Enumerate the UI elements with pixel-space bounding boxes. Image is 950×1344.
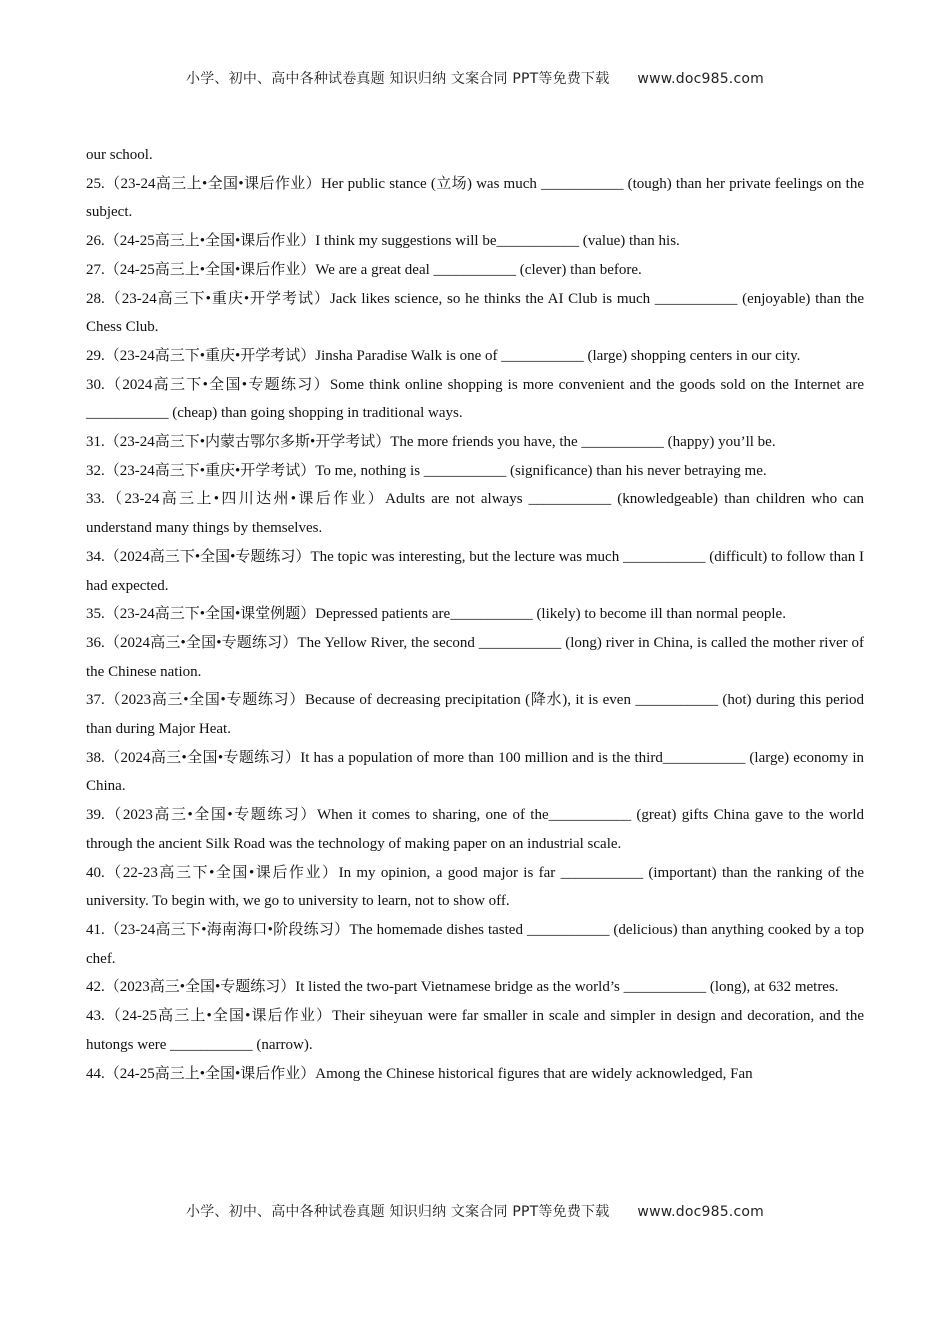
question-item [86, 1002, 864, 1059]
question-text: The topic was interesting, but the lecture was much ___________ (difficult) to follow than I had expected. [86, 548, 864, 594]
question-number: 43. [86, 1008, 105, 1025]
page-footer [0, 1201, 950, 1221]
question-source: （23-24高三下•重庆•开学考试） [104, 290, 330, 307]
question-item [86, 600, 864, 629]
question-number: 27. [86, 261, 105, 278]
question-item [86, 170, 864, 227]
question-source: （2023高三•全国•专题练习） [104, 979, 296, 996]
question-item [86, 973, 864, 1002]
question-item [86, 485, 864, 542]
question-source: （2024高三下•全国•专题练习） [104, 376, 330, 393]
question-item [86, 916, 864, 973]
question-text: To me, nothing is ___________ (significance) than his never betraying me. [315, 462, 767, 479]
question-number: 38. [86, 749, 105, 766]
question-source: （2024高三下•全国•专题练习） [104, 548, 311, 565]
question-item [86, 744, 864, 801]
question-source: （2024高三•全国•专题练习） [104, 634, 298, 651]
question-source: （24-25高三上•全国•课后作业） [104, 1008, 333, 1025]
question-number: 34. [86, 548, 105, 565]
question-text: The homemade dishes tasted ___________ (delicious) than anything cooked by a top chef. [86, 921, 864, 967]
question-item [86, 1060, 864, 1089]
question-item [86, 543, 864, 600]
question-text: Some think online shopping is more convenient and the goods sold on the Internet are ___________ (cheap) than going shopping in traditional ways. [86, 376, 864, 422]
question-number: 31. [86, 434, 105, 451]
question-list [86, 141, 864, 1088]
question-text: Their siheyuan were far smaller in scale and simpler in design and decoration, and the hutongs were ___________ (narrow). [86, 1008, 864, 1053]
question-source: （23-24高三下•全国•课堂例题） [104, 606, 316, 623]
question-source: （23-24高三下•重庆•开学考试） [104, 462, 316, 479]
question-item [86, 342, 864, 371]
page-header [0, 68, 950, 88]
footer-text: 小学、初中、高中各种试卷真题 知识归纳 文案合同 PPT等免费下载 [186, 1204, 610, 1220]
question-item [86, 428, 864, 457]
question-text: Because of decreasing precipitation (降水), it is even ___________ (hot) during this period than during Major Heat. [86, 692, 864, 738]
question-text: The more friends you have, the ___________ (happy) you’ll be. [390, 434, 776, 451]
questions-container [86, 170, 864, 1089]
header-text: 小学、初中、高中各种试卷真题 知识归纳 文案合同 PPT等免费下载 [186, 71, 610, 87]
question-number: 44. [86, 1065, 105, 1082]
question-text: It has a population of more than 100 million and is the third___________ (large) economy in China. [86, 749, 864, 795]
question-text: Adults are not always ___________ (knowledgeable) than children who can understand many things by themselves. [86, 491, 865, 537]
question-source: （23-24高三下•内蒙古鄂尔多斯•开学考试） [104, 434, 391, 451]
question-text: Her public stance (立场) was much ___________ (tough) than her private feelings on the subject. [86, 175, 864, 221]
question-item [86, 859, 864, 916]
footer-url[interactable]: www.doc985.com [637, 1204, 764, 1220]
question-text: It listed the two-part Vietnamese bridge as the world’s ___________ (long), at 632 metres. [295, 979, 839, 996]
question-text: The Yellow River, the second ___________ (long) river in China, is called the mother river of the Chinese nation. [86, 634, 864, 680]
question-item [86, 686, 864, 743]
question-source: （23-24高三下•重庆•开学考试） [104, 347, 316, 364]
question-number: 28. [86, 290, 105, 307]
question-text: Jack likes science, so he thinks the AI Club is much ___________ (enjoyable) than the Chess Club. [86, 290, 865, 336]
question-item [86, 457, 864, 486]
question-text: Depressed patients are___________ (likely) to become ill than normal people. [315, 606, 786, 623]
question-text: Among the Chinese historical figures that are widely acknowledged, Fan [315, 1065, 753, 1082]
question-number: 26. [86, 233, 105, 250]
question-number: 41. [86, 921, 105, 938]
question-source: （23-24高三上•四川达州•课后作业） [104, 491, 386, 508]
question-text: I think my suggestions will be___________ (value) than his. [315, 233, 680, 250]
question-number: 42. [86, 979, 105, 996]
question-source: （22-23高三下•全国•课后作业） [104, 864, 339, 881]
question-item [86, 371, 864, 428]
question-item [86, 629, 864, 686]
question-number: 36. [86, 634, 105, 651]
question-source: （24-25高三上•全国•课后作业） [104, 233, 316, 250]
question-number: 30. [86, 376, 105, 393]
question-text: When it comes to sharing, one of the___________ (great) gifts China gave to the world through the ancient Silk Road was the technology of making paper on an industrial scale. [86, 807, 864, 852]
question-number: 40. [86, 864, 105, 881]
question-source: （24-25高三上•全国•课后作业） [104, 1065, 316, 1082]
question-number: 29. [86, 347, 105, 364]
question-number: 32. [86, 462, 105, 479]
question-item [86, 227, 864, 256]
header-url[interactable]: www.doc985.com [637, 71, 764, 87]
question-number: 33. [86, 491, 105, 508]
question-number: 39. [86, 807, 105, 824]
question-source: （23-24高三上•全国•课后作业） [104, 175, 321, 192]
question-item [86, 801, 864, 858]
question-number: 25. [86, 175, 105, 192]
question-source: （2024高三•全国•专题练习） [104, 749, 301, 766]
question-item [86, 285, 864, 342]
question-source: （2023高三•全国•专题练习） [104, 692, 305, 709]
question-number: 37. [86, 692, 105, 709]
continuation-text: our school. [86, 147, 153, 163]
question-source: （23-24高三下•海南海口•阶段练习） [104, 921, 350, 938]
question-item [86, 256, 864, 285]
question-text: We are a great deal ___________ (clever) than before. [315, 261, 642, 278]
question-source: （2023高三•全国•专题练习） [104, 807, 317, 824]
question-text: In my opinion, a good major is far ___________ (important) than the ranking of the university. To begin with, we go to university to learn, not to show off. [86, 864, 864, 910]
question-source: （24-25高三上•全国•课后作业） [104, 261, 316, 278]
question-number: 35. [86, 606, 105, 623]
question-text: Jinsha Paradise Walk is one of ___________ (large) shopping centers in our city. [315, 347, 801, 364]
